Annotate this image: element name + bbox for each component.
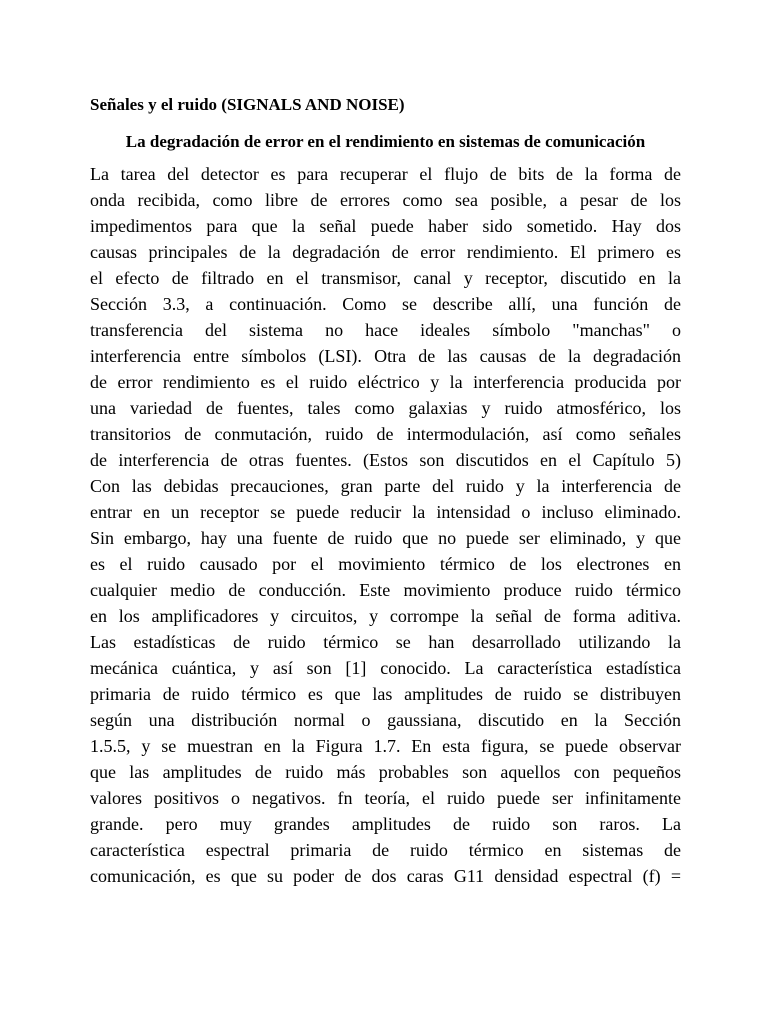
body-line: Las estadísticas de ruido térmico se han desarrollado utilizando la <box>90 632 681 652</box>
body-line: entrar en un receptor se puede reducir la intensidad o incluso eliminado. <box>90 502 681 522</box>
body-line: interferencia entre símbolos (LSI). Otra de las causas de la degradación <box>90 346 681 366</box>
body-line: una variedad de fuentes, tales como galaxias y ruido atmosférico, los <box>90 398 681 418</box>
body-line: el efecto de filtrado en el transmisor, canal y receptor, discutido en la <box>90 268 681 288</box>
body-line: Con las debidas precauciones, gran parte del ruido y la interferencia de <box>90 476 681 496</box>
document-page <box>90 92 681 889</box>
body-line: impedimentos para que la señal puede haber sido sometido. Hay dos <box>90 216 681 236</box>
body-line: 1.5.5, y se muestran en la Figura 1.7. En esta figura, se puede observar <box>90 736 681 756</box>
body-line: característica espectral primaria de ruido térmico en sistemas de <box>90 840 681 860</box>
body-line: que las amplitudes de ruido más probables son aquellos con pequeños <box>90 762 681 782</box>
body-line: cualquier medio de conducción. Este movimiento produce ruido térmico <box>90 580 681 600</box>
body-line: La tarea del detector es para recuperar el flujo de bits de la forma de <box>90 164 681 184</box>
body-line: valores positivos o negativos. fn teoría, el ruido puede ser infinitamente <box>90 788 681 808</box>
body-line: comunicación, es que su poder de dos caras G11 densidad espectral (f) = <box>90 866 681 886</box>
body-line: transitorios de conmutación, ruido de intermodulación, así como señales <box>90 424 681 444</box>
body-line: primaria de ruido térmico es que las amplitudes de ruido se distribuyen <box>90 684 681 704</box>
body-line: causas principales de la degradación de error rendimiento. El primero es <box>90 242 681 262</box>
body-line: de error rendimiento es el ruido eléctrico y la interferencia producida por <box>90 372 681 392</box>
document-title: Señales y el ruido (SIGNALS AND NOISE) <box>90 95 405 114</box>
body-line: de interferencia de otras fuentes. (Estos son discutidos en el Capítulo 5) <box>90 450 681 470</box>
section-subtitle: La degradación de error en el rendimiento en sistemas de comunicación <box>125 132 646 151</box>
body-line: Sin embargo, hay una fuente de ruido que no puede ser eliminado, y que <box>90 528 681 548</box>
body-line: en los amplificadores y circuitos, y corrompe la señal de forma aditiva. <box>90 606 681 626</box>
body-line: mecánica cuántica, y así son [1] conocido. La característica estadística <box>90 658 681 678</box>
body-paragraph <box>90 161 681 889</box>
body-line: grande. pero muy grandes amplitudes de ruido son raros. La <box>90 814 681 834</box>
body-line: transferencia del sistema no hace ideales símbolo "manchas" o <box>90 320 681 340</box>
body-line: según una distribución normal o gaussiana, discutido en la Sección <box>90 710 681 730</box>
body-line: Sección 3.3, a continuación. Como se describe allí, una función de <box>90 294 681 314</box>
body-line: onda recibida, como libre de errores como sea posible, a pesar de los <box>90 190 681 210</box>
body-line: es el ruido causado por el movimiento térmico de los electrones en <box>90 554 681 574</box>
